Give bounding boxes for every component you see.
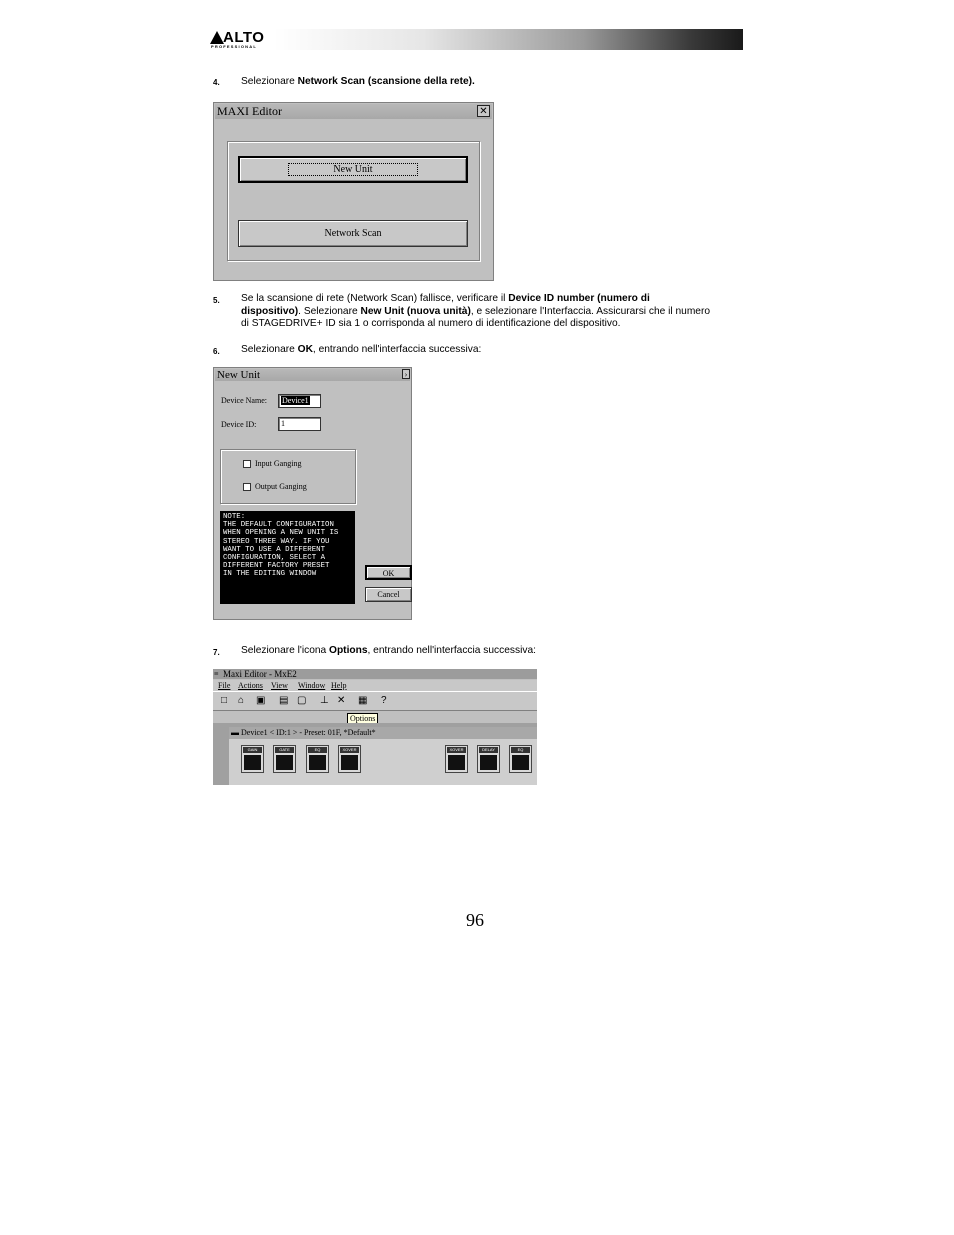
note-box: NOTE: THE DEFAULT CONFIGURATION WHEN OPENING A NEW UNIT IS STEREO THREE WAY. IF YOU WANT TO USE A DIFFERENT CONFIGURATION, SELECT A DIFFERENT FACTORY PRESET IN THE EDITING WINDOW [220, 511, 355, 604]
ok-button[interactable]: OK [365, 565, 412, 580]
step-text-bold: Options [329, 645, 368, 656]
output-ganging-checkbox[interactable] [243, 483, 251, 491]
device-id-field[interactable]: 1 [278, 417, 321, 431]
menu-help[interactable]: Help [331, 681, 347, 690]
menu-view[interactable]: View [271, 681, 288, 690]
delay-icon [480, 755, 497, 770]
module-eq[interactable] [306, 745, 329, 773]
logo-text: ALTO [223, 29, 265, 46]
ganging-group [220, 449, 356, 504]
logo [208, 30, 270, 50]
step-text-plain: , entrando nell'interfaccia successiva: [312, 344, 482, 355]
step-number: 7. [213, 648, 220, 657]
step-text-bold: Device ID number (numero di dispositivo) [241, 293, 650, 317]
save-icon[interactable]: ▣ [256, 695, 266, 706]
dialog-title: MAXI Editor [217, 104, 282, 118]
step-text-plain: Selezionare [241, 76, 298, 87]
eq-icon [512, 755, 529, 770]
step-text-plain: , e selezionare l'Interfaccia. Assicurarsi che il numero di STAGEDRIVE+ ID sia 1 o corrisponda al numero di identificazione del dispositivo. [241, 305, 711, 329]
module-delay[interactable] [477, 745, 500, 773]
step-text-bold: Network Scan (scansione della rete). [297, 76, 475, 87]
step-text [241, 76, 475, 89]
device-name-label: Device Name: [221, 396, 267, 405]
step-number: 6. [213, 347, 220, 356]
step-text-bold: OK [297, 344, 313, 355]
menu-actions[interactable]: Actions [238, 681, 263, 690]
delta-icon [448, 755, 465, 770]
module-label: EQ [308, 747, 327, 753]
eq-icon [309, 755, 326, 770]
logo-triangle-icon [210, 31, 224, 45]
gate-icon [276, 755, 293, 770]
step-number: 4. [213, 78, 220, 87]
help-icon[interactable]: ? [381, 695, 387, 706]
input-ganging-label: Input Ganging [255, 459, 302, 468]
open-folder-icon[interactable]: ⌂ [238, 695, 245, 706]
step-text-plain: , entrando nell'interfaccia successiva: [367, 645, 536, 656]
close-icon[interactable]: › [402, 369, 410, 379]
toolbar [213, 691, 537, 711]
dialog-title: New Unit [217, 369, 261, 381]
module-xover-2[interactable] [445, 745, 468, 773]
menu-file[interactable]: File [218, 681, 231, 690]
device-name-value: Device1 [282, 396, 309, 405]
output-ganging-label: Output Ganging [255, 482, 307, 491]
upload-icon[interactable]: ⊥ [320, 695, 329, 706]
module-label: XOVER [447, 747, 466, 753]
step-text [241, 344, 481, 357]
window-menu-icon[interactable]: ≡ [214, 669, 219, 678]
network-scan-label: Network Scan [324, 228, 382, 239]
print-icon[interactable]: ▤ [279, 695, 289, 706]
gain-ramp-icon [244, 755, 261, 770]
app-title: Maxi Editor - MxE2 [223, 669, 297, 679]
step-text [241, 645, 536, 658]
step-text-bold: New Unit (nuova unità) [360, 305, 471, 317]
module-eq-2[interactable] [509, 745, 532, 773]
module-label: GATE [275, 747, 294, 753]
new-file-icon[interactable]: □ [221, 695, 228, 706]
device-id-label: Device ID: [221, 420, 257, 429]
device-panel [229, 739, 537, 785]
menu-window[interactable]: Window [298, 681, 326, 690]
print-preview-icon[interactable]: ▢ [297, 695, 307, 706]
step-text-plain: Selezionare l'icona [241, 645, 330, 656]
child-window-title [229, 727, 537, 739]
new-unit-button[interactable] [238, 156, 468, 183]
delta-icon [341, 755, 358, 770]
app-window [213, 669, 537, 785]
dialog-titlebar [215, 104, 492, 119]
module-gain[interactable] [241, 745, 264, 773]
step-text-plain: Se la scansione di rete (Network Scan) fallisce, verificare il [241, 293, 509, 304]
step-number: 5. [213, 296, 220, 305]
new-unit-label: New Unit [289, 164, 416, 175]
network-scan-button[interactable] [238, 220, 468, 247]
maxi-editor-dialog [213, 102, 494, 281]
child-title-text: Device1 < ID:1 > - Preset: 01F, *Default* [241, 728, 376, 737]
logo-subtext: PROFESSIONAL [211, 44, 257, 49]
menu-bar [213, 680, 537, 691]
step-text-plain: . Selezionare [298, 305, 361, 317]
header-bar [210, 29, 743, 50]
module-label: GAIN [243, 747, 262, 753]
input-ganging-checkbox[interactable] [243, 460, 251, 468]
module-label: EQ [511, 747, 530, 753]
module-label: XOVER [340, 747, 359, 753]
new-unit-dialog [213, 367, 412, 620]
options-tooltip: Options [347, 713, 378, 725]
app-titlebar [213, 669, 537, 679]
close-icon[interactable]: ✕ [477, 105, 490, 117]
cancel-button[interactable]: Cancel [365, 587, 412, 602]
module-gate[interactable] [273, 745, 296, 773]
device-name-field[interactable] [278, 394, 321, 408]
module-xover[interactable] [338, 745, 361, 773]
step-text [241, 293, 711, 331]
dialog-titlebar [215, 369, 410, 381]
network-icon[interactable]: ▦ [358, 695, 368, 706]
child-window-icon[interactable]: ▬ [231, 728, 239, 737]
page-number: 96 [466, 910, 484, 930]
module-label: DELAY [479, 747, 498, 753]
step-text-plain: Selezionare [241, 344, 298, 355]
options-tools-icon[interactable]: ✕ [337, 695, 346, 706]
